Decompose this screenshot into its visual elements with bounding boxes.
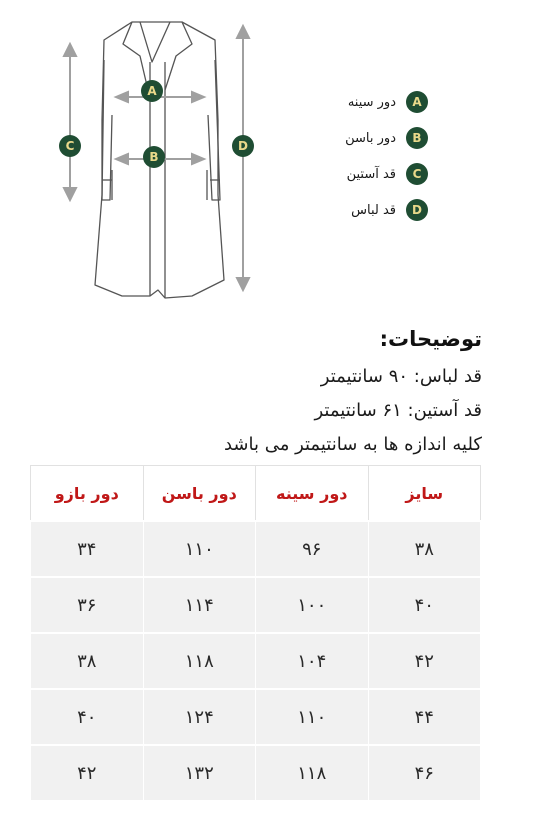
notes-title: توضیحات: bbox=[379, 327, 482, 351]
table-cell: ۱۱۰ bbox=[256, 689, 369, 745]
coat-diagram bbox=[0, 0, 543, 310]
table-row bbox=[31, 745, 481, 801]
marker-b bbox=[143, 146, 165, 168]
marker-a bbox=[141, 80, 163, 102]
legend-label: قد آستین bbox=[346, 166, 396, 182]
table-cell: ۳۸ bbox=[31, 633, 144, 689]
legend-badge: D bbox=[406, 199, 428, 221]
legend-item-length bbox=[300, 198, 428, 222]
table-row bbox=[31, 521, 481, 577]
table-cell: ۱۰۰ bbox=[256, 577, 369, 633]
table-cell: ۴۰ bbox=[368, 577, 481, 633]
table-cell: ۴۲ bbox=[31, 745, 144, 801]
table-cell: ۳۴ bbox=[31, 521, 144, 577]
table-cell: ۳۸ bbox=[368, 521, 481, 577]
marker-c bbox=[59, 135, 81, 157]
size-table-container bbox=[30, 465, 481, 801]
table-cell: ۱۱۰ bbox=[143, 521, 256, 577]
table-header-row bbox=[31, 466, 481, 522]
legend-item-chest bbox=[300, 90, 428, 114]
table-cell: ۴۴ bbox=[368, 689, 481, 745]
legend-badge: B bbox=[406, 127, 428, 149]
header-hip: دور باسن bbox=[143, 466, 256, 522]
notes-line-units: کلیه اندازه ها به سانتیمتر می باشد bbox=[223, 434, 482, 455]
header-chest: دور سینه bbox=[256, 466, 369, 522]
header-size: سایز bbox=[368, 466, 481, 522]
header-arm: دور بازو bbox=[31, 466, 144, 522]
table-cell: ۱۲۴ bbox=[143, 689, 256, 745]
legend-badge: C bbox=[406, 163, 428, 185]
table-cell: ۴۲ bbox=[368, 633, 481, 689]
table-row bbox=[31, 577, 481, 633]
table-cell: ۴۶ bbox=[368, 745, 481, 801]
table-cell: ۱۰۴ bbox=[256, 633, 369, 689]
table-cell: ۱۱۴ bbox=[143, 577, 256, 633]
table-cell: ۹۶ bbox=[256, 521, 369, 577]
table-cell: ۱۳۲ bbox=[143, 745, 256, 801]
table-cell: ۳۶ bbox=[31, 577, 144, 633]
legend-badge: A bbox=[406, 91, 428, 113]
legend-item-hip bbox=[300, 126, 428, 150]
legend-label: دور باسن bbox=[345, 130, 396, 146]
marker-b-letter: B bbox=[149, 150, 159, 164]
marker-d bbox=[232, 135, 254, 157]
legend-label: دور سینه bbox=[347, 94, 396, 110]
table-row bbox=[31, 689, 481, 745]
marker-a-letter: A bbox=[147, 84, 157, 98]
size-table bbox=[30, 465, 481, 801]
marker-d-letter: D bbox=[238, 139, 248, 153]
notes-line-sleeve: قد آستین: ۶۱ سانتیمتر bbox=[314, 400, 482, 421]
table-cell: ۱۱۸ bbox=[143, 633, 256, 689]
notes-line-length: قد لباس: ۹۰ سانتیمتر bbox=[320, 366, 482, 387]
marker-c-letter: C bbox=[65, 139, 75, 153]
table-cell: ۴۰ bbox=[31, 689, 144, 745]
table-cell: ۱۱۸ bbox=[256, 745, 369, 801]
legend-label: قد لباس bbox=[351, 202, 396, 218]
legend-item-sleeve bbox=[300, 162, 428, 186]
table-row bbox=[31, 633, 481, 689]
notes-section bbox=[82, 322, 482, 462]
